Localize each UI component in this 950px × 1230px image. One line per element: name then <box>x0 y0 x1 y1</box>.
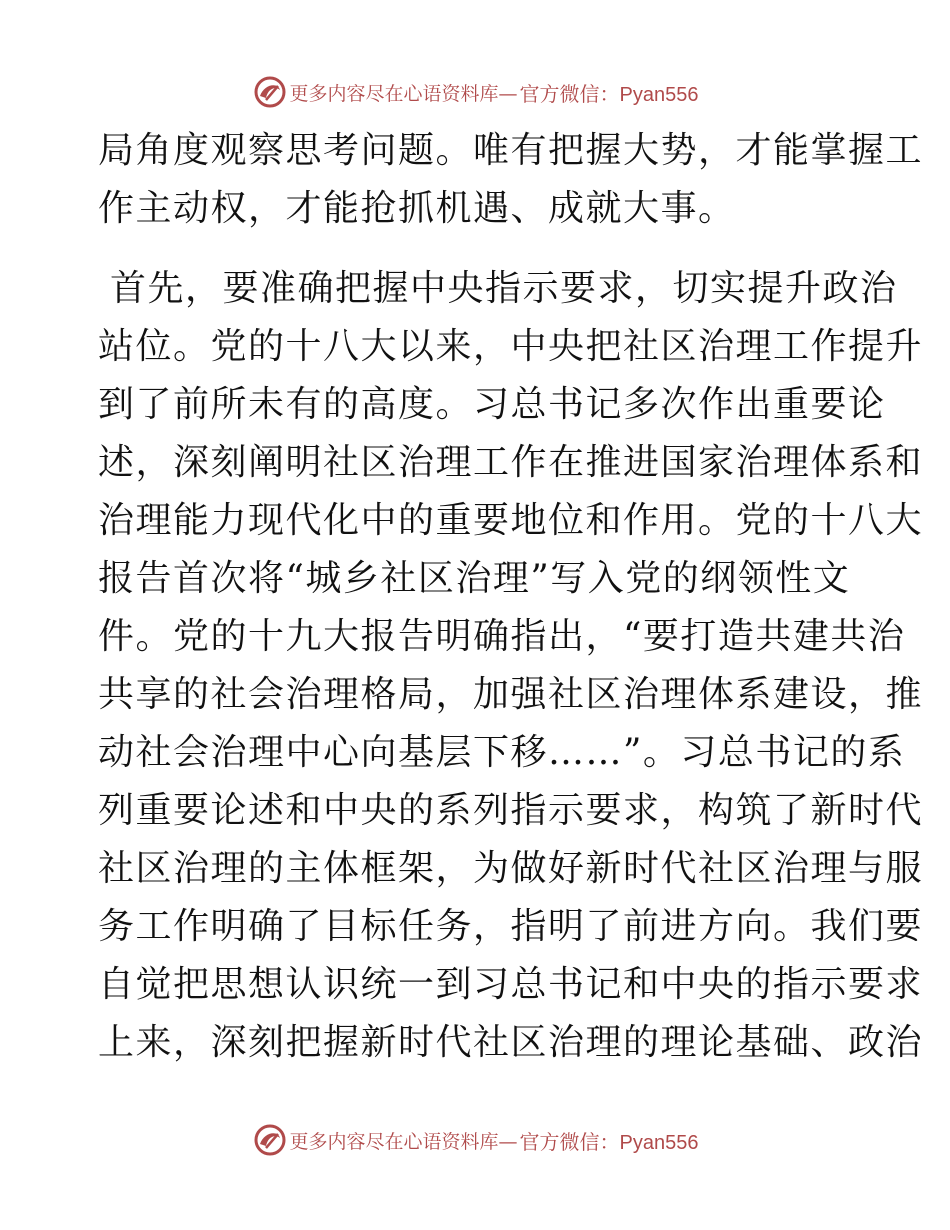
footer-watermark <box>0 1120 950 1160</box>
footer-account-text: 官方微信：Pyan556 <box>519 1131 699 1154</box>
text-line: 件。党的十九大报告明确指出，“要打造共建共治 <box>98 616 906 657</box>
text-line: 自觉把思想认识统一到习总书记和中央的指示要求 <box>98 964 924 1005</box>
header-account-text: 官方微信：Pyan556 <box>519 83 699 106</box>
document-body <box>98 122 924 1072</box>
text-line: 站位。党的十八大以来，中央把社区治理工作提升 <box>98 326 924 367</box>
text-line: 局角度观察思考问题。唯有把握大势，才能掌握工 <box>98 130 924 171</box>
text-line: 共享的社会治理格局，加强社区治理体系建设，推 <box>98 674 924 715</box>
text-line: 上来，深刻把握新时代社区治理的理论基础、政治 <box>98 1022 924 1063</box>
text-line: 社区治理的主体框架，为做好新时代社区治理与服 <box>98 848 924 889</box>
header-watermark <box>0 72 950 112</box>
text-line: 治理能力现代化中的重要地位和作用。党的十八大 <box>98 500 924 541</box>
text-line: 述，深刻阐明社区治理工作在推进国家治理体系和 <box>98 442 924 483</box>
text-line: 首先，要准确把握中央指示要求，切实提升政治 <box>110 268 898 309</box>
header-brand-text: 更多内容尽在心语资料库— <box>289 82 518 105</box>
text-line: 列重要论述和中央的系列指示要求，构筑了新时代 <box>98 790 924 831</box>
text-line: 到了前所未有的高度。习总书记多次作出重要论 <box>98 384 886 425</box>
paragraph-main <box>98 260 924 1072</box>
text-line: 动社会治理中心向基层下移……”。习总书记的系 <box>98 732 906 773</box>
paragraph-continuation <box>98 122 924 238</box>
red-swirl-logo-icon <box>252 74 288 110</box>
red-swirl-logo-icon <box>252 1122 288 1158</box>
footer-brand-text: 更多内容尽在心语资料库— <box>289 1130 518 1153</box>
text-line: 报告首次将“城乡社区治理”写入党的纲领性文 <box>98 558 851 599</box>
text-line: 作主动权，才能抢抓机遇、成就大事。 <box>98 188 736 229</box>
text-line: 务工作明确了目标任务，指明了前进方向。我们要 <box>98 906 924 947</box>
